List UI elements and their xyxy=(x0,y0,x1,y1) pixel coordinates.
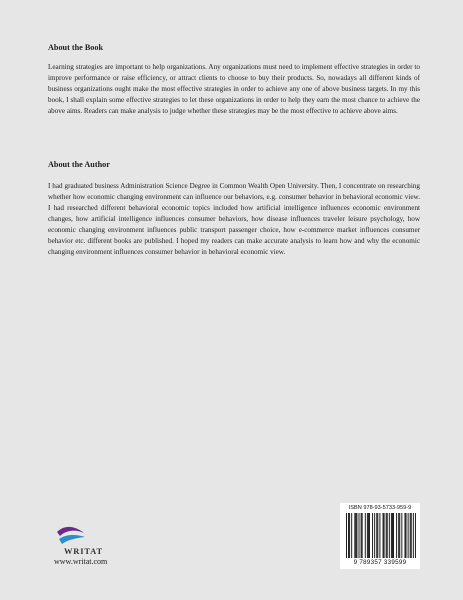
about-author-body: I had graduated business Administration Science Degree in Common Wealth Open University. Then, I concentrate on researching whether how economic changing environment can influence our behaviors, e.g. consumer behavior in behavioral economic view. I had researched different behavioral economic topics included how artificial intelligence influences economic environment changes, how artificial intelligence influences consumer behaviors, how disease influences traveler leisure psychology, how economic changing environment influences public transport passenger choice, how e-commerce market influences consumer behavior etc. different books are published. I hoped my readers can make accurate analysis to learn how and why the economic changing environment influences consumer behavior in behavioral economic view. xyxy=(48,182,420,256)
isbn-label: ISBN 978-93-5733-959-9 xyxy=(348,505,412,511)
publisher-block xyxy=(54,526,144,566)
barcode-digits: 9 789357 339599 xyxy=(353,559,407,566)
publisher-url: www.writat.com xyxy=(54,557,108,566)
about-author-section xyxy=(48,159,420,258)
isbn-barcode xyxy=(340,503,420,569)
about-book-section xyxy=(48,42,420,117)
barcode-bars-icon xyxy=(346,513,416,558)
publisher-name: WRITAT xyxy=(64,546,103,556)
about-author-heading: About the Author xyxy=(48,160,110,169)
about-book-heading: About the Book xyxy=(48,43,104,52)
writat-logo-icon xyxy=(54,526,88,548)
about-book-body: Learning strategies are important to help organizations. Any organizations must need to implement effective strategies in order to improve performance or raise efficiency, or attract clients to choose to buy their products. So, nowadays all different kinds of business organizations ought make the most effective strategies in order to achieve any one of above business targets. In my this book, I shall explain some effective strategies to let these organizations in order to help they earn the most chance to achieve the above aims. Readers can make analysis to judge whether these strategies may be the most effective to achieve above aims. xyxy=(48,63,420,115)
